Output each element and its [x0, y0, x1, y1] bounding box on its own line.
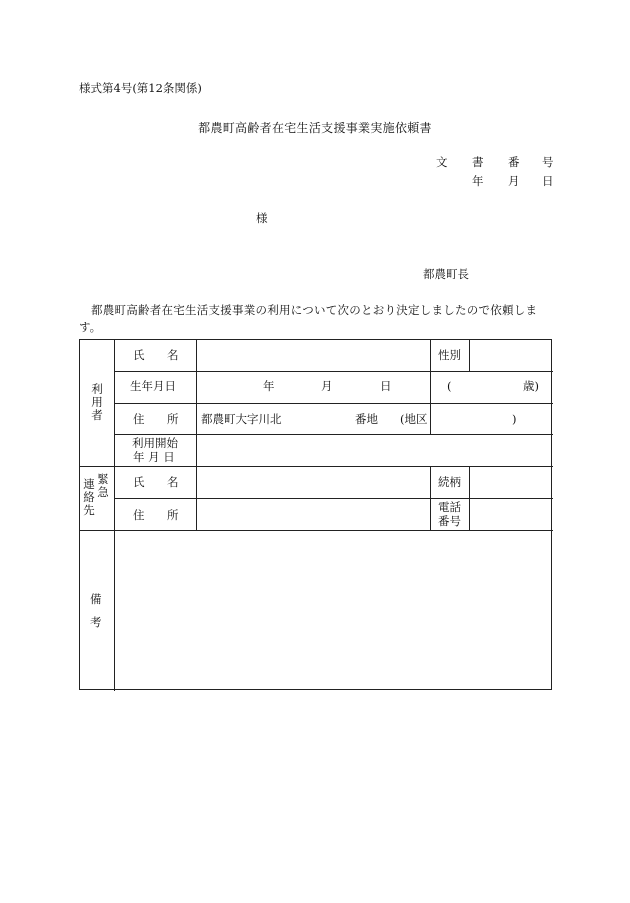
age-unit: 歳) — [523, 379, 539, 393]
address-district: (地区 — [400, 412, 428, 426]
doc-number-char: 書 — [472, 155, 484, 169]
gender-field[interactable] — [472, 340, 550, 371]
relationship-field[interactable] — [472, 467, 550, 497]
request-form-table — [79, 339, 552, 690]
doc-number-char: 番 — [508, 155, 520, 169]
address-banchi: 番地 — [355, 412, 378, 426]
address-district-close: ) — [512, 412, 517, 426]
table-rule — [430, 466, 431, 530]
emergency-name-label: 名 — [167, 475, 179, 489]
start-date-field[interactable] — [202, 435, 550, 465]
start-date-label: 利用開始 — [132, 436, 178, 450]
gender-label: 性別 — [438, 348, 461, 362]
table-rule — [196, 340, 197, 530]
user-name-field[interactable] — [202, 340, 427, 371]
doc-number-char: 号 — [542, 155, 554, 169]
doc-number-char: 文 — [436, 155, 448, 169]
emergency-section-label-sub: 緊 急 — [97, 472, 109, 499]
birth-month-unit: 月 — [321, 379, 333, 393]
user-name-label: 氏 — [133, 348, 145, 362]
date-month-char: 月 — [508, 174, 520, 188]
table-rule — [114, 371, 553, 372]
birth-day-unit: 日 — [380, 379, 392, 393]
form-number: 様式第4号(第12条関係) — [79, 81, 202, 95]
table-rule — [114, 403, 553, 404]
table-rule — [469, 466, 470, 530]
table-rule — [114, 340, 115, 691]
date-year-char: 年 — [472, 174, 484, 188]
birth-date-label: 生年月日 — [130, 379, 176, 393]
emergency-section-label: 連 絡 先 — [83, 477, 95, 517]
address-prefix: 都農町大字川北 — [201, 412, 282, 426]
addressee-suffix: 様 — [256, 211, 268, 225]
birth-year-unit: 年 — [263, 379, 275, 393]
emergency-address-label: 所 — [167, 508, 179, 522]
user-section-label: 利 用 者 — [91, 382, 103, 422]
relationship-label: 続柄 — [438, 475, 461, 489]
body-text-continued: す。 — [79, 320, 102, 334]
emergency-name-field[interactable] — [202, 467, 427, 497]
phone-label-sub: 番号 — [438, 514, 461, 528]
remarks-label-sub: 考 — [90, 615, 102, 629]
emergency-address-label: 住 — [133, 508, 145, 522]
phone-label: 電話 — [438, 500, 461, 514]
remarks-label: 備 — [90, 592, 102, 606]
sender-name: 都農町長 — [423, 267, 469, 281]
table-rule — [469, 340, 470, 371]
phone-field[interactable] — [472, 499, 550, 529]
user-address-label: 所 — [167, 412, 179, 426]
date-day-char: 日 — [542, 174, 554, 188]
age-open: ( — [447, 379, 452, 393]
table-rule — [80, 530, 553, 531]
start-date-label-sub: 年 月 日 — [133, 450, 175, 464]
user-name-label: 名 — [167, 348, 179, 362]
emergency-name-label: 氏 — [133, 475, 145, 489]
remarks-field[interactable] — [118, 532, 550, 688]
document-title: 都農町高齢者在宅生活支援事業実施依頼書 — [198, 121, 432, 135]
table-rule — [430, 340, 431, 434]
user-address-label: 住 — [133, 412, 145, 426]
body-text: 都農町高齢者在宅生活支援事業の利用について次のとおり決定しましたので依頼しま — [91, 303, 538, 317]
emergency-address-field[interactable] — [202, 499, 427, 529]
